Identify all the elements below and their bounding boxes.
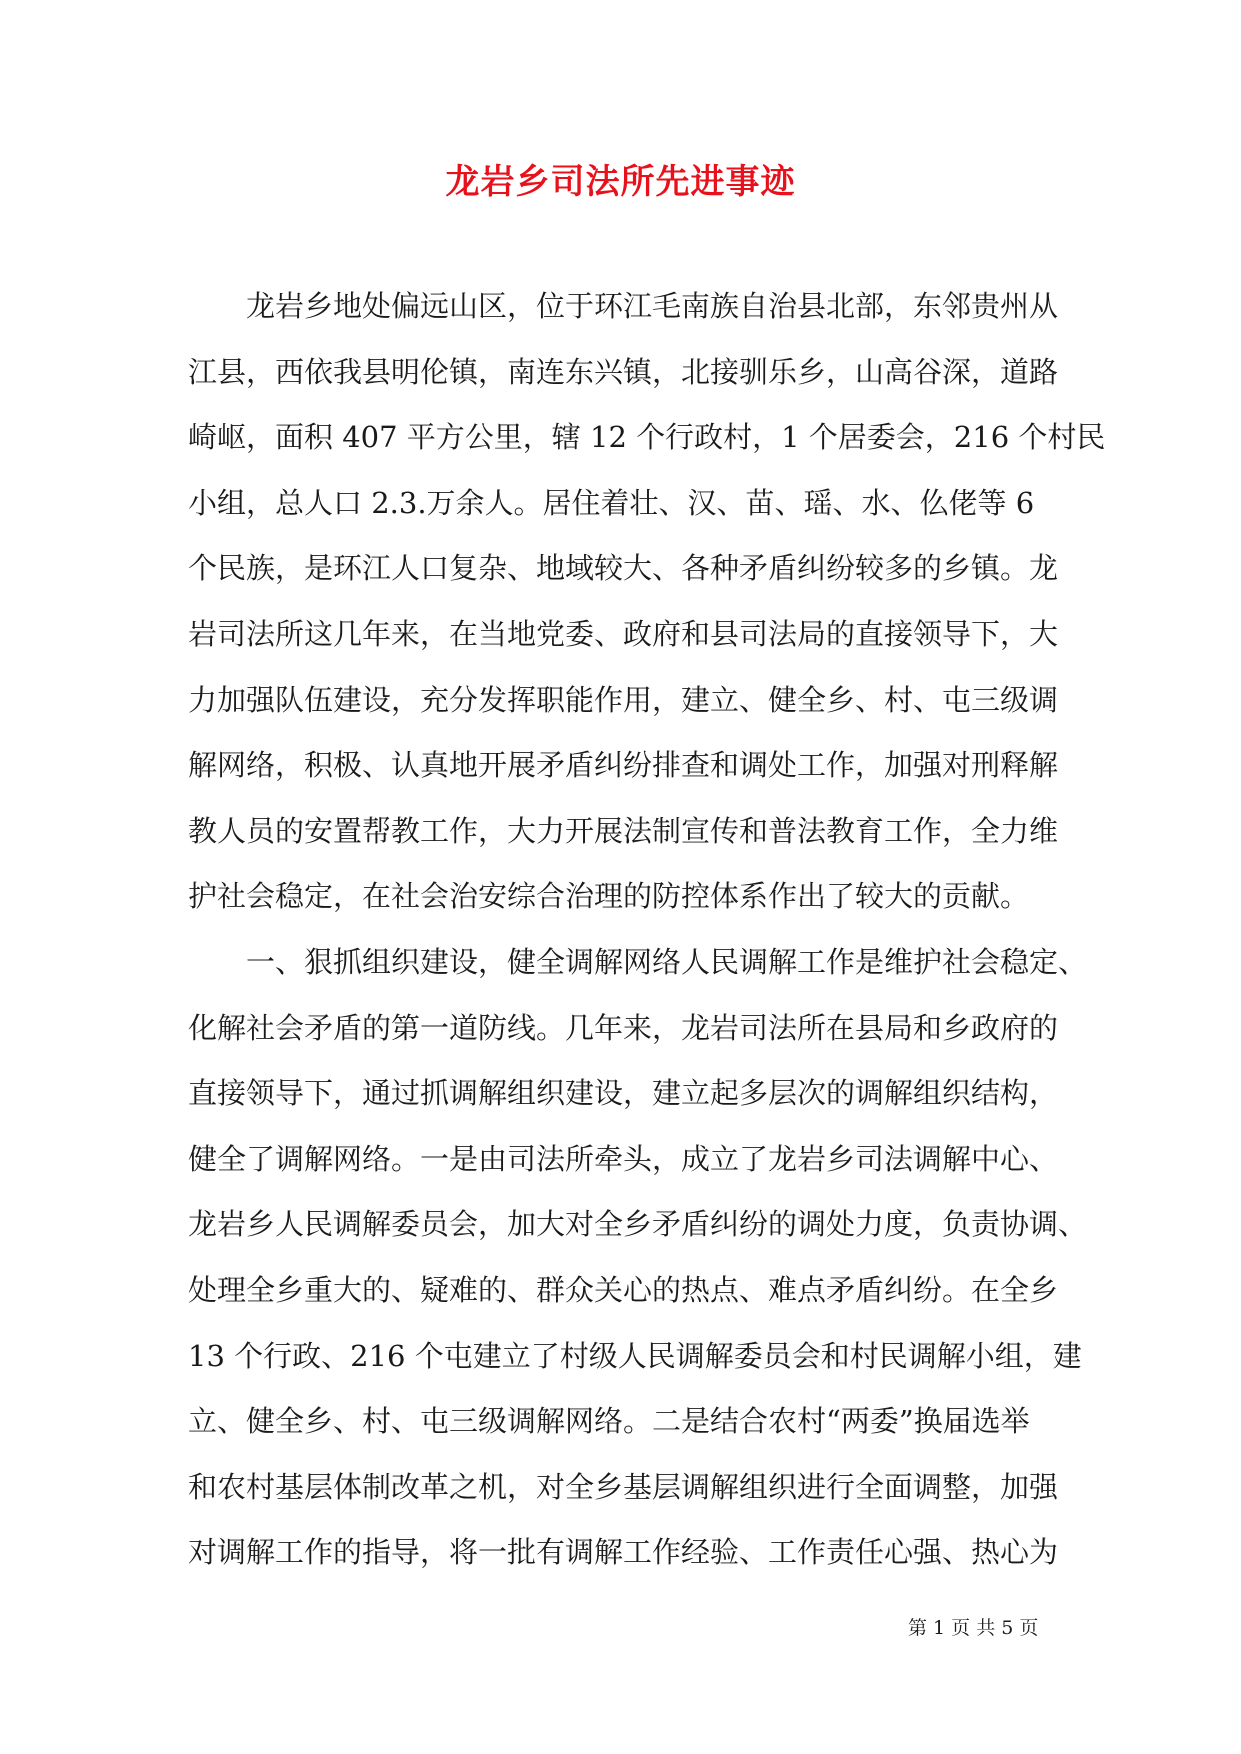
paragraph-line: 13 个行政、216 个屯建立了村级人民调解委员会和村民调解小组，建: [188, 1338, 1082, 1373]
paragraph-line: 对调解工作的指导，将一批有调解工作经验、工作责任心强、热心为: [188, 1535, 1059, 1570]
paragraph-line: 江县，西依我县明伦镇，南连东兴镇，北接驯乐乡，山高谷深，道路: [188, 354, 1059, 389]
paragraph-line: 和农村基层体制改革之机，对全乡基层调解组织进行全面调整，加强: [188, 1469, 1059, 1504]
paragraph-line: 力加强队伍建设，充分发挥职能作用，建立、健全乡、村、屯三级调: [188, 682, 1059, 717]
paragraph-line: 一、狠抓组织建设，健全调解网络人民调解工作是维护社会稳定、: [246, 944, 1088, 979]
page-title: 龙岩乡司法所先进事迹: [445, 162, 796, 202]
page-footer: 第 1 页 共 5 页: [908, 1617, 1039, 1639]
paragraph-line: 健全了调解网络。一是由司法所牵头，成立了龙岩乡司法调解中心、: [188, 1141, 1059, 1176]
paragraph-line: 立、健全乡、村、屯三级调解网络。二是结合农村“两委”换届选举: [188, 1404, 1030, 1439]
paragraph-line: 个民族，是环江人口复杂、地域较大、各种矛盾纠纷较多的乡镇。龙: [188, 551, 1059, 586]
paragraph-line: 龙岩乡人民调解委员会，加大对全乡矛盾纠纷的调处力度，负责协调、: [188, 1207, 1088, 1242]
document-body: [188, 284, 1106, 1596]
paragraph-line: 处理全乡重大的、疑难的、群众关心的热点、难点矛盾纠纷。在全乡: [188, 1272, 1059, 1307]
paragraph-line: 崎岖，面积 407 平方公里，辖 12 个行政村，1 个居委会，216 个村民: [188, 420, 1106, 455]
paragraph-line: 解网络，积极、认真地开展矛盾纠纷排查和调处工作，加强对刑释解: [188, 748, 1059, 783]
paragraph-line: 龙岩乡地处偏远山区，位于环江毛南族自治县北部，东邻贵州从: [246, 289, 1059, 323]
paragraph-line: 岩司法所这几年来，在当地党委、政府和县司法局的直接领导下，大: [188, 616, 1059, 651]
paragraph-line: 直接领导下，通过抓调解组织建设，建立起多层次的调解组织结构，: [188, 1076, 1059, 1111]
paragraph-line: 护社会稳定，在社会治安综合治理的防控体系作出了较大的贡献。: [188, 879, 1030, 914]
paragraph-line: 化解社会矛盾的第一道防线。几年来，龙岩司法所在县局和乡政府的: [188, 1010, 1059, 1045]
paragraph-line: 教人员的安置帮教工作，大力开展法制宣传和普法教育工作，全力维: [188, 813, 1059, 848]
paragraph-line: 小组，总人口 2.3.万余人。居住着壮、汉、苗、瑶、水、仫佬等 6: [188, 485, 1035, 520]
